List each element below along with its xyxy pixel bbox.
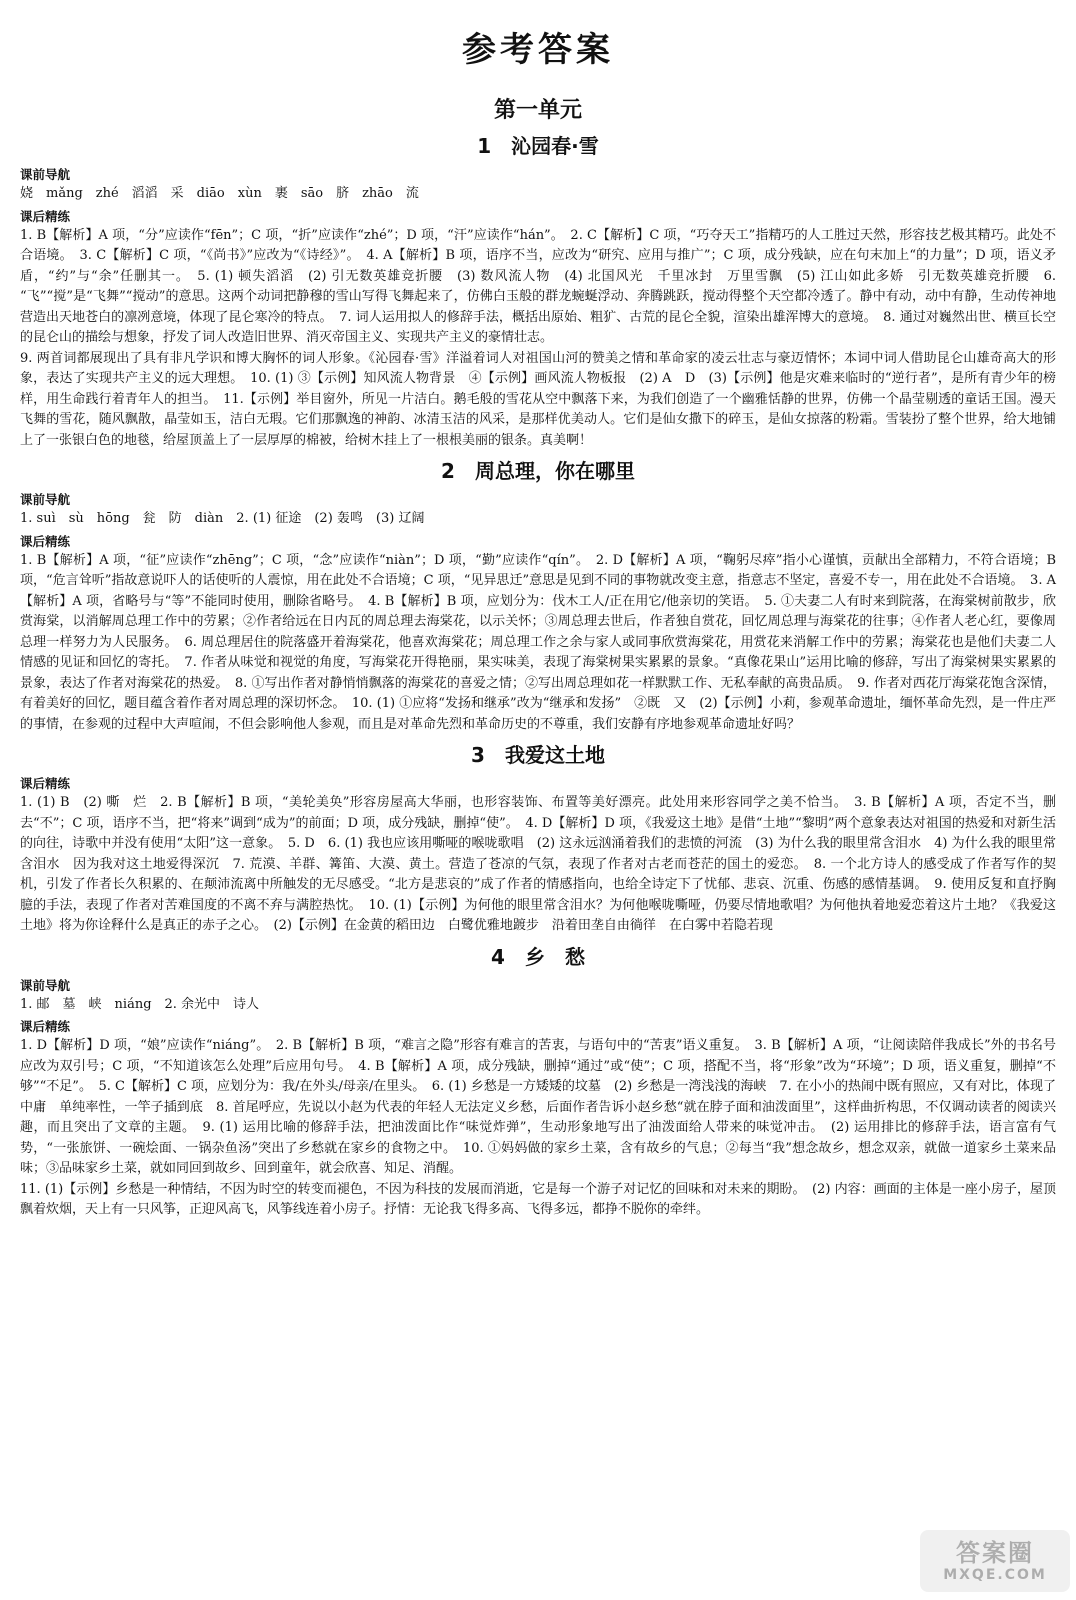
section-label: 课后精练: [20, 208, 71, 224]
lesson-title: 3 我爱这土地: [471, 743, 605, 767]
lesson-title: 1 沁园春·雪: [477, 134, 599, 158]
section-label: 课前导航: [20, 167, 71, 182]
answer-paragraph: 11. (1)【示例】乡愁是一种情结，不因为时空的转变而褪色，不因为科技的发展而消逝，它是每一个游子对记忆的回味和对未来的期盼。 (2) 内容：画面的主体是一座小房子，屋顶飘着炊烟，天上有一只风筝，正迎风高飞，风筝线连着小房子。抒情：无论我飞得多高、飞得多远，都挣不脱你的牵绊。: [20, 1181, 1056, 1217]
lesson-section: [20, 455, 1056, 735]
page-title: 参考答案: [462, 30, 614, 70]
section-label: 课后精练: [20, 776, 71, 791]
answer-paragraph: 1. (1) B (2) 嘶 烂 2. B【解析】B 项，“美轮美奂”形容房屋高大华丽，也形容装饰、布置等美好漂亮。此处用来形容同学之美不恰当。 3. B【解析】A 项，否定不当，删去“不”；C 项，语序不当，把“将来”调到“成为”的前面；D 项，成分残缺，删掉“使”。 4. D【解析】D 项，《我爱这土地》是借“土地”“黎明”两个意象表达对祖国的热爱和对新生活的向往，诗歌中并没有使用“太阳”这一意象。 5. D 6. (1) 我也应该用嘶哑的喉咙歌唱 (2) 这永远汹涌着我们的悲愤的河流 (3) 为什么我的眼里常含泪水 4) 为什么我的眼里常含泪水 因为我对这土地爱得深沉 7. 荒漠、羊群、篝笛、大漠、黄土。营造了苍凉的气氛，表现了作者对古老而苍茫的国土的爱恋。 8. 一个北方诗人的感受成了作者写作的契机，引发了作者长久积累的、在颠沛流离中所触发的无尽感受。“北方是悲哀的”成了作者的情感指向，也给全诗定下了忧郁、悲哀、沉重、伤感的感情基调。 9. 使用反复和直抒胸臆的手法，表现了作者对苦难国度的不离不弃与满腔热忱。 10. (1)【示例】为何他的眼里常含泪水？为何他喉咙嘶哑，仍要尽情地歌唱？为何他执着地爱恋着这片土地？《我爱这土地》将为你诠释什么是真正的赤子之心。 (2)【示例】在金黄的稻田边 白鹭优雅地踱步 沿着田垄自由徜徉 在白雾中若隐若现: [20, 795, 1056, 933]
lesson-title: 4 乡 愁: [491, 944, 585, 969]
watermark-domain: MXQE.COM: [943, 1567, 1047, 1583]
section-label: 课后精练: [20, 533, 71, 549]
section-label: 课后精练: [20, 1019, 71, 1034]
watermark-logo-text: 答案圈: [956, 1539, 1034, 1567]
section-label: 课前导航: [20, 492, 71, 507]
section-label: 课前导航: [20, 977, 71, 993]
lesson-section: [20, 130, 1056, 451]
lesson-section: [20, 941, 1056, 1221]
answer-paragraph: 1. B【解析】A 项，“分”应读作“fēn”；C 项，“折”应读作“zhé”；D 项，“汗”应读作“hán”。 2. C【解析】C 项，“巧夺天工”指精巧的人工胜过天然，形容技艺极其精巧。此处不合语境。 3. C【解析】C 项，“《尚书》”应改为“《诗经》”。 4. A【解析】B 项，语序不当，应改为“研究、应用与推广”；C 项，成分残缺，应在句末加上“的力量”；D 项，语义矛盾，“约”与“余”任删其一。 5. (1) 顿失滔滔 (2) 引无数英雄竞折腰 (3) 数风流人物 (4) 北国风光 千里冰封 万里雪飘 (5) 江山如此多娇 引无数英雄竞折腰 6. “飞”“搅”是“飞舞”“搅动”的意思。这两个动词把静穆的雪山写得飞舞起来了，仿佛白玉般的群龙蜿蜒浮动、奔腾跳跃，搅动得整个天空都冷透了。静中有动，动中有静，生动传神地营造出天地苍白的凛冽意境，体现了昆仑寒冷的特点。 7. 词人运用拟人的修辞手法，概括出原始、粗犷、古荒的昆仑全貌，渲染出雄浑博大的意境。 8. 通过对巍然出世、横亘长空的昆仑山的描绘与想象，抒发了词人改造旧世界、消灭帝国主义、实现共产主义的豪情壮志。: [20, 227, 1056, 345]
site-watermark: [920, 1530, 1070, 1592]
answer-paragraph: 娆 mǎng zhé 滔滔 采 diāo xùn 裹 sāo 脐 zhāo 流: [20, 186, 419, 201]
answer-paragraph: 1. 邮 墓 峡 niáng 2. 余光中 诗人: [20, 996, 260, 1012]
answer-page: [20, 22, 1056, 1221]
answer-paragraph: 1. B【解析】A 项，“征”应读作“zhēng”；C 项，“念”应读作“niàn”；D 项，“勤”应读作“qín”。 2. D【解析】A 项，“鞠躬尽瘁”指小心谨慎，贡献出全部精力，不符合语境；B 项，“危言耸听”指故意说吓人的话使听的人震惊，用在此处不合语境；C 项，“见异思迁”意思是见到不同的事物就改变主意，指意志不坚定，喜爱不专一，用在此处不合语境。 3. A【解析】A 项，省略号与“等”不能同时使用，删除省略号。 4. B【解析】B 项，应划分为：伐木工人/正在用它/他亲切的笑语。 5. ①夫妻二人有时来到院落，在海棠树前散步，欣赏海棠，以消解周总理工作中的劳累；②作者给远在日内瓦的周总理去海棠花，以示关怀；③周总理去世后，作者独自赏花，回忆周总理与海棠花的往事；④作者人老心红，要像周总理一样努力为人民服务。 6. 周总理居住的院落盛开着海棠花，他喜欢海棠花；周总理工作之余与家人或同事欣赏海棠花，用赏花来消解工作中的劳累；海棠花也是他们夫妻二人情感的见证和回忆的寄托。 7. 作者从味觉和视觉的角度，写海棠花开得艳丽，果实味美，表现了海棠树果实累累的景象。“真像花果山”运用比喻的修辞，写出了海棠树果实累累的景象，表达了作者对海棠花的热爱。 8. ①写出作者对静悄悄飘落的海棠花的喜爱之情；②写出周总理如花一样默默工作、无私奉献的高贵品质。 9. 作者对西花厅海棠花饱含深情，有着美好的回忆，题目蕴含着作者对周总理的深切怀念。 10. (1) ①应将“发扬和继承”改为“继承和发扬” ②既 又 (2)【示例】小莉，参观革命遗址，缅怀革命先烈，是一件庄严的事情，在参观的过程中大声喧闹，不但会影响他人参观，而且是对革命先烈和革命历史的不尊重，我们安静有序地参观革命遗址好吗？: [20, 552, 1056, 732]
lessons-container: [20, 130, 1056, 1221]
unit-title: 第一单元: [493, 98, 582, 123]
lesson-title: 2 周总理，你在哪里: [441, 459, 635, 483]
lesson-section: [20, 739, 1056, 937]
answer-paragraph: 9. 两首词都展现出了具有非凡学识和博大胸怀的词人形象。《沁园春·雪》洋溢着词人对祖国山河的赞美之情和革命家的凌云壮志与豪迈情怀；本词中词人借助昆仑山雄奇高大的形象，表达了实现共产主义的远大理想。 10. (1) ③【示例】知风流人物背景 ④【示例】画风流人物板报 (2) A D (3)【示例】他是灾难来临时的“逆行者”，是所有青少年的榜样，用生命践行着青年人的担当。 11.【示例】举目窗外，所见一片洁白。鹅毛般的雪花从空中飘落下来，为我们创造了一个幽雅恬静的世界，仿佛一个晶莹剔透的童话王国。漫天飞舞的雪花，随风飘散，晶莹如玉，洁白无瑕。它们那飘逸的神韵、冰清玉洁的风采，是那样优美动人。它们是仙女撒下的碎玉，是仙女掠落的粉霜。雪装扮了整个世界，给大地铺上了一张银白色的地毯，给屋顶盖上了一层厚厚的棉被，给树木挂上了一根根美丽的银条。真美啊！: [20, 350, 1056, 448]
answer-paragraph: 1. suì sù hōng 瓮 防 diàn 2. (1) 征途 (2) 轰鸣 (3) 辽阔: [20, 511, 425, 526]
answer-paragraph: 1. D【解析】D 项，“娘”应读作“niáng”。 2. B【解析】B 项，“难言之隐”形容有难言的苦衷，与语句中的“苦衷”语义重复。 3. B【解析】A 项，“让阅读陪伴我成长”外的书名号应改为双引号；C 项，“不知道该怎么处理”后应用句号。 4. B【解析】A 项，成分残缺，删掉“通过”或“使”；C 项，搭配不当，将“形象”改为“环境”；D 项，语义重复，删掉“不够”“不足”。 5. C【解析】C 项，应划分为：我/在外头/母亲/在里头。 6. (1) 乡愁是一方矮矮的坟墓 (2) 乡愁是一湾浅浅的海峡 7. 在小小的热闹中既有照应，又有对比，体现了中庸 单纯率性，一竿子插到底 8. 首尾呼应，先说以小赵为代表的年轻人无法定义乡愁，后面作者告诉小赵乡愁“就在脖子面和油泼面里”，这样曲折构思，不仅调动读者的阅读兴趣，而且突出了文章的主题。 9. (1) 运用比喻的修辞手法，把油泼面比作“味觉炸弹”，生动形象地写出了油泼面给人带来的味觉冲击。 (2) 运用排比的修辞手法，语言富有气势，“一张旅饼、一碗烩面、一锅杂鱼汤”突出了乡愁就在家乡的食物之中。 10. ①妈妈做的家乡土菜，含有故乡的气息；②每当“我”想念故乡，想念双亲，就做一道家乡土菜来品味；③品味家乡土菜，就如同回到故乡、回到童年，就会欣喜、知足、消醒。: [20, 1038, 1056, 1176]
